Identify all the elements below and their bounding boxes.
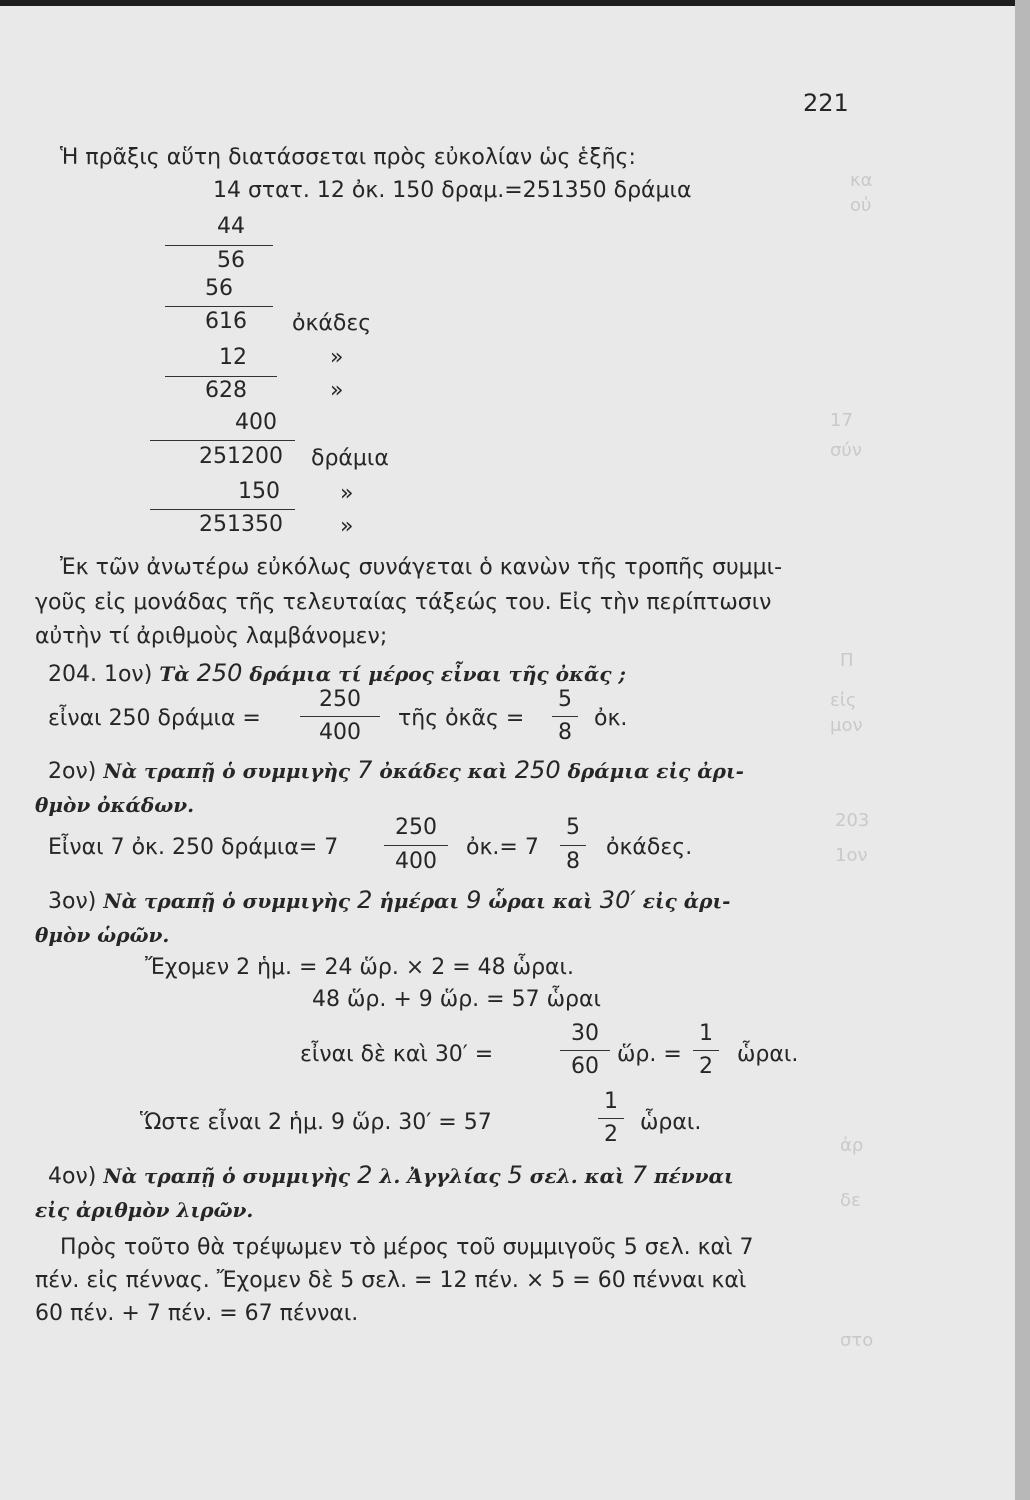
answer-text: ὀκάδες. bbox=[606, 835, 693, 860]
calc-row: 44 bbox=[217, 214, 245, 239]
calc-label: » bbox=[340, 481, 354, 506]
answer-text: ὧραι. bbox=[640, 1110, 702, 1135]
question-number: 7 bbox=[357, 756, 373, 784]
calc-row: 56 bbox=[217, 248, 245, 273]
fraction-numerator: 30 bbox=[571, 1021, 599, 1046]
answer-text: Ὥστε εἶναι 2 ἡμ. 9 ὥρ. 30′ = 57 bbox=[140, 1110, 492, 1135]
answer-text: Εἶναι 7 ὀκ. 250 δράμια= 7 bbox=[48, 835, 339, 860]
scan-right-edge bbox=[1015, 0, 1030, 1500]
fraction-numerator: 1 bbox=[699, 1021, 713, 1046]
calc-label: δράμια bbox=[311, 446, 389, 471]
fraction-denominator: 2 bbox=[699, 1054, 713, 1079]
calc-header: 14 στατ. 12 ὀκ. 150 δραμ.=251350 δράμια bbox=[213, 178, 692, 203]
fraction-numerator: 1 bbox=[604, 1089, 618, 1114]
question-number: 2 bbox=[357, 886, 373, 914]
question-number: 250 bbox=[514, 756, 561, 784]
fraction-denominator: 400 bbox=[319, 720, 361, 745]
fraction-bar bbox=[300, 716, 380, 717]
question-text: Νὰ τραπῇ ὁ συμμιγὴς bbox=[103, 759, 351, 783]
calc-label: ὀκάδες bbox=[292, 311, 372, 336]
fraction-denominator: 8 bbox=[566, 849, 580, 874]
calc-row: 150 bbox=[238, 479, 280, 504]
answer-line: Ἔχομεν 2 ἡμ. = 24 ὥρ. × 2 = 48 ὧραι. bbox=[145, 955, 574, 980]
exercise-204-heading bbox=[48, 660, 626, 688]
paragraph-line: Πρὸς τοῦτο θὰ τρέψωμεν τὸ μέρος τοῦ συμμιγοῦς 5 σελ. καὶ 7 bbox=[60, 1235, 754, 1260]
calc-row: 12 bbox=[219, 345, 247, 370]
calc-label: » bbox=[330, 378, 344, 403]
fraction-bar bbox=[560, 1050, 610, 1051]
question-text: ἡμέραι bbox=[379, 889, 460, 913]
question-number: 7 bbox=[631, 1161, 647, 1189]
book-page: κα οὐ 17 σύν Π εἰς μον 203 1ον ἀρ δε στο 221 Ἡ πρᾶξις αὕτη διατάσσεται πρὸς εὐκολίαν ὡς ἑξῆς: 14 στατ. 12 ὀκ. 150 δραμ.=251350 δράμια 44 56 56 616 ὀκάδες 12 » 628 » 400 251200 δράμια 150 » 251350 » Ἐκ τῶν ἀνωτέρω εὐκόλως συνάγεται ὁ κανὼν τῆς τροπῆς συμμι- γοῦς εἰς μονάδας τῆς τελευταίας τάξεώς του. Εἰς τὴν περίπτωσιν αὐτὴν τί ἀριθμοὺς λαμβάνομεν; 204. 1ον) Τὰ 250 δράμια τί μέρος εἶναι τῆς ὀκᾶς ; εἶναι 250 δράμια = 250 400 τῆς ὀκᾶς = 5 8 ὀκ. 2ον) Νὰ τραπῇ ὁ συμμιγὴς 7 ὀκάδες καὶ 250 δράμια εἰς ἀρι- θμὸν ὀκάδων. Εἶναι 7 ὀκ. 250 δράμια= 7 250 400 ὀκ.= 7 5 8 ὀκάδες. 3ον) Νὰ τραπῇ ὁ συμμιγὴς 2 ἡμέραι 9 ὧραι καὶ 30′ εἰς ἀρι- θμὸν ὡρῶν. Ἔχομεν 2 ἡμ. = 24 ὥρ. × 2 = 48 ὧραι. 48 ὥρ. + 9 ὥρ. = 57 ὧραι εἶναι δὲ καὶ 30′ = 30 60 ὥρ. = 1 2 ὧραι. Ὥστε εἶναι 2 ἡμ. 9 ὥρ. 30′ = 57 1 2 ὧραι. 4ον) Νὰ τραπῇ ὁ συμμιγὴς 2 λ. Ἀγγλίας 5 σελ. καὶ 7 πένναι εἰς ἀριθμὸν λιρῶν. Πρὸς τοῦτο θὰ τρέψωμεν τὸ μέρος τοῦ συμμιγοῦς 5 σελ. καὶ 7 πέν. εἰς πέννας. Ἔχομεν δὲ 5 σελ. = 12 πέν. × 5 = 60 πένναι καὶ 60 πέν. + 7 πέν. = 67 πένναι. bbox=[0, 0, 1030, 1500]
calc-rule bbox=[150, 509, 295, 510]
answer-text: ὧραι. bbox=[737, 1042, 799, 1067]
question-number: 9 bbox=[466, 886, 482, 914]
exercise-4-heading bbox=[48, 1162, 734, 1190]
answer-text: ὥρ. = bbox=[617, 1042, 682, 1067]
question-text: ὧραι καὶ bbox=[488, 889, 593, 913]
question-text: θμὸν ὀκάδων. bbox=[35, 793, 195, 817]
calc-label: » bbox=[340, 514, 354, 539]
fraction-denominator: 400 bbox=[395, 849, 437, 874]
fraction-bar bbox=[384, 845, 448, 846]
calc-rule bbox=[165, 245, 273, 246]
paragraph-line: γοῦς εἰς μονάδας τῆς τελευταίας τάξεώς του. Εἰς τὴν περίπτωσιν bbox=[35, 590, 772, 615]
question-text: εἰς ἀρι- bbox=[642, 889, 731, 913]
exercise-number: 2ον) bbox=[48, 759, 97, 784]
exercise-number: 204. 1ον) bbox=[48, 662, 153, 687]
question-number: 5 bbox=[507, 1161, 523, 1189]
question-text: θμὸν ὡρῶν. bbox=[35, 923, 170, 947]
paragraph-line: αὐτὴν τί ἀριθμοὺς λαμβάνομεν; bbox=[35, 624, 388, 649]
fraction-denominator: 2 bbox=[604, 1122, 618, 1147]
calc-rule bbox=[165, 376, 277, 377]
fraction-denominator: 60 bbox=[571, 1054, 599, 1079]
exercise-number: 3ον) bbox=[48, 889, 97, 914]
calc-label: » bbox=[330, 345, 344, 370]
question-text: δράμια εἰς ἀρι- bbox=[567, 759, 744, 783]
intro-line: Ἡ πρᾶξις αὕτη διατάσσεται πρὸς εὐκολίαν ὡς ἑξῆς: bbox=[60, 145, 636, 170]
paragraph-line: πέν. εἰς πέννας. Ἔχομεν δὲ 5 σελ. = 12 πέν. × 5 = 60 πένναι καὶ bbox=[35, 1268, 747, 1293]
fraction-denominator: 8 bbox=[558, 720, 572, 745]
question-text: δράμια τί μέρος εἶναι τῆς ὀκᾶς ; bbox=[249, 662, 626, 686]
exercise-2-heading bbox=[48, 757, 744, 785]
answer-text: εἶναι δὲ καὶ 30′ = bbox=[300, 1042, 494, 1067]
answer-text: ὀκ. bbox=[594, 706, 628, 731]
question-text: σελ. καὶ bbox=[529, 1164, 625, 1188]
question-text: Νὰ τραπῇ ὁ συμμιγὴς bbox=[103, 1164, 351, 1188]
question-text: λ. Ἀγγλίας bbox=[379, 1164, 501, 1188]
fraction-bar bbox=[552, 716, 578, 717]
calc-row: 616 bbox=[205, 309, 247, 334]
answer-text: τῆς ὀκᾶς = bbox=[398, 706, 525, 731]
question-number: 250 bbox=[196, 659, 243, 687]
paragraph-line: 60 πέν. + 7 πέν. = 67 πένναι. bbox=[35, 1301, 359, 1326]
question-text: πένναι bbox=[654, 1164, 734, 1188]
answer-text: ὀκ.= 7 bbox=[466, 835, 539, 860]
calc-row: 628 bbox=[205, 378, 247, 403]
fraction-numerator: 5 bbox=[566, 815, 580, 840]
calc-row: 400 bbox=[235, 410, 277, 435]
answer-text: εἶναι 250 δράμια = bbox=[48, 706, 261, 731]
answer-line: 48 ὥρ. + 9 ὥρ. = 57 ὧραι bbox=[312, 987, 601, 1012]
fraction-bar bbox=[598, 1118, 624, 1119]
calc-rule bbox=[150, 440, 295, 441]
fraction-numerator: 250 bbox=[319, 687, 361, 712]
scan-top-edge bbox=[0, 0, 1030, 6]
question-text: Τὰ bbox=[159, 662, 190, 686]
question-text: εἰς ἀριθμὸν λιρῶν. bbox=[35, 1198, 254, 1222]
fraction-numerator: 5 bbox=[558, 687, 572, 712]
calc-row: 251200 bbox=[199, 444, 283, 469]
question-number: 2 bbox=[357, 1161, 373, 1189]
question-text: Νὰ τραπῇ ὁ συμμιγὴς bbox=[103, 889, 351, 913]
calc-row: 56 bbox=[205, 276, 233, 301]
calc-rule bbox=[165, 306, 273, 307]
fraction-bar bbox=[560, 845, 586, 846]
question-text: ὀκάδες καὶ bbox=[379, 759, 508, 783]
page-number: 221 bbox=[803, 89, 849, 117]
calc-row: 251350 bbox=[199, 512, 283, 537]
exercise-3-heading bbox=[48, 887, 730, 915]
fraction-bar bbox=[693, 1050, 719, 1051]
fraction-numerator: 250 bbox=[395, 815, 437, 840]
paragraph-line: Ἐκ τῶν ἀνωτέρω εὐκόλως συνάγεται ὁ κανὼν τῆς τροπῆς συμμι- bbox=[60, 555, 783, 580]
question-number: 30′ bbox=[599, 886, 636, 914]
exercise-number: 4ον) bbox=[48, 1164, 97, 1189]
